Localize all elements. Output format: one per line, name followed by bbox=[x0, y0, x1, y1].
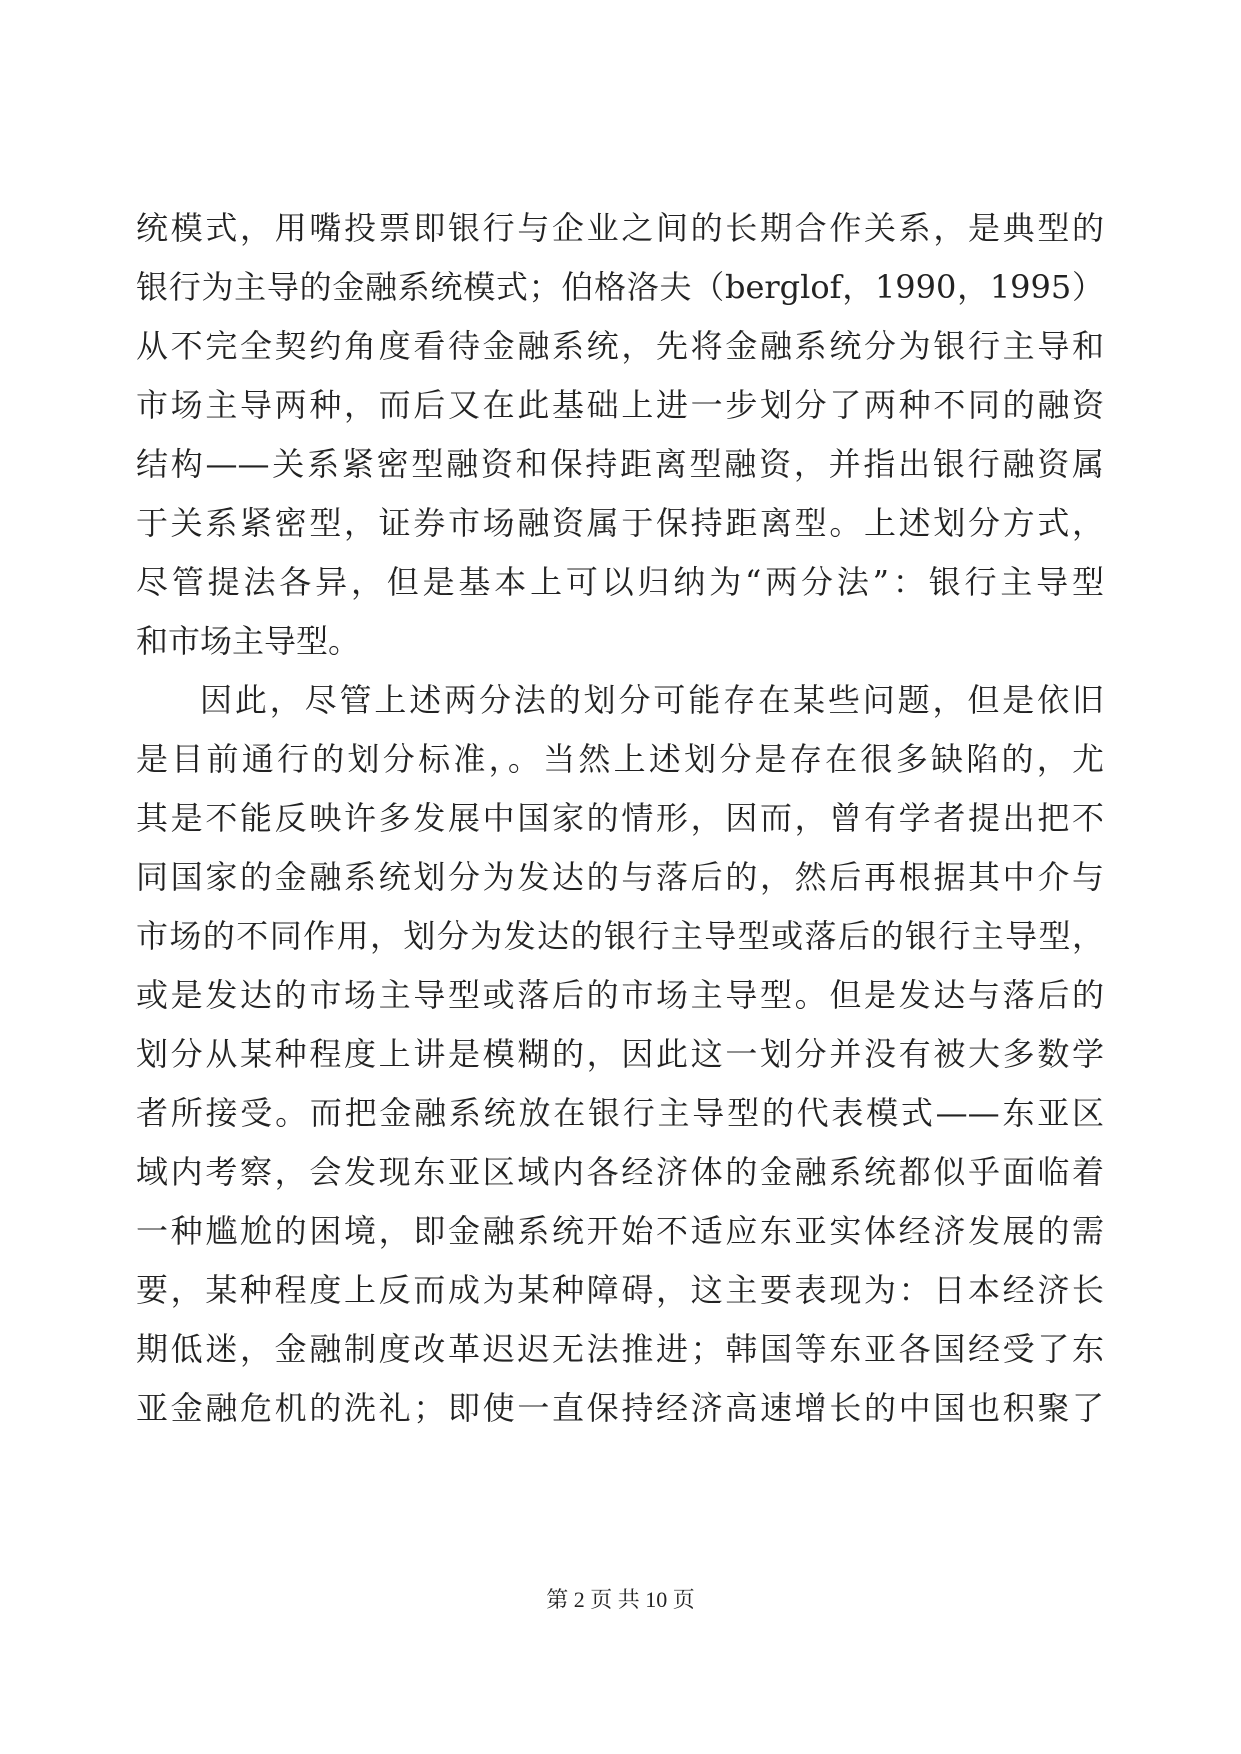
paragraph-first-line: 因此，尽管上述两分法的划分可能存在某些问题，但是依旧 bbox=[200, 681, 1104, 719]
body-line: 市场的不同作用，划分为发达的银行主导型或落后的银行主导型， bbox=[136, 917, 1104, 955]
page-footer: 第 2 页 共 10 页 bbox=[546, 1587, 695, 1612]
body-line: 期低迷，金融制度改革迟迟无法推进；韩国等东亚各国经受了东 bbox=[136, 1330, 1104, 1368]
body-line: 亚金融危机的洗礼；即使一直保持经济高速增长的中国也积聚了 bbox=[136, 1389, 1104, 1427]
body-line: 于关系紧密型，证券市场融资属于保持距离型。上述划分方式， bbox=[136, 504, 1104, 542]
body-line: 要，某种程度上反而成为某种障碍，这主要表现为：日本经济长 bbox=[136, 1271, 1104, 1309]
body-line: 尽管提法各异，但是基本上可以归纳为“两分法”：银行主导型 bbox=[136, 563, 1104, 601]
body-line: 域内考察，会发现东亚区域内各经济体的金融系统都似乎面临着 bbox=[136, 1153, 1104, 1191]
body-line: 划分从某种程度上讲是模糊的，因此这一划分并没有被大多数学 bbox=[136, 1035, 1104, 1073]
body-line: 一种尴尬的困境，即金融系统开始不适应东亚实体经济发展的需 bbox=[136, 1212, 1104, 1250]
body-line: 市场主导两种，而后又在此基础上进一步划分了两种不同的融资 bbox=[136, 386, 1104, 424]
body-line: 是目前通行的划分标准，。当然上述划分是存在很多缺陷的，尤 bbox=[136, 740, 1104, 778]
body-line: 从不完全契约角度看待金融系统，先将金融系统分为银行主导和 bbox=[136, 327, 1104, 365]
body-line: 同国家的金融系统划分为发达的与落后的，然后再根据其中介与 bbox=[136, 858, 1104, 896]
body-line: 结构——关系紧密型融资和保持距离型融资，并指出银行融资属 bbox=[136, 445, 1104, 483]
body-line: 或是发达的市场主导型或落后的市场主导型。但是发达与落后的 bbox=[136, 976, 1104, 1014]
body-line: 者所接受。而把金融系统放在银行主导型的代表模式——东亚区 bbox=[136, 1094, 1104, 1132]
body-line: 统模式，用嘴投票即银行与企业之间的长期合作关系，是典型的 bbox=[136, 209, 1104, 247]
body-line: 其是不能反映许多发展中国家的情形，因而，曾有学者提出把不 bbox=[136, 799, 1104, 837]
body-line: 银行为主导的金融系统模式；伯格洛夫（berglof，1990，1995） bbox=[136, 268, 1104, 306]
paragraph-end-line: 和市场主导型。 bbox=[136, 622, 361, 660]
